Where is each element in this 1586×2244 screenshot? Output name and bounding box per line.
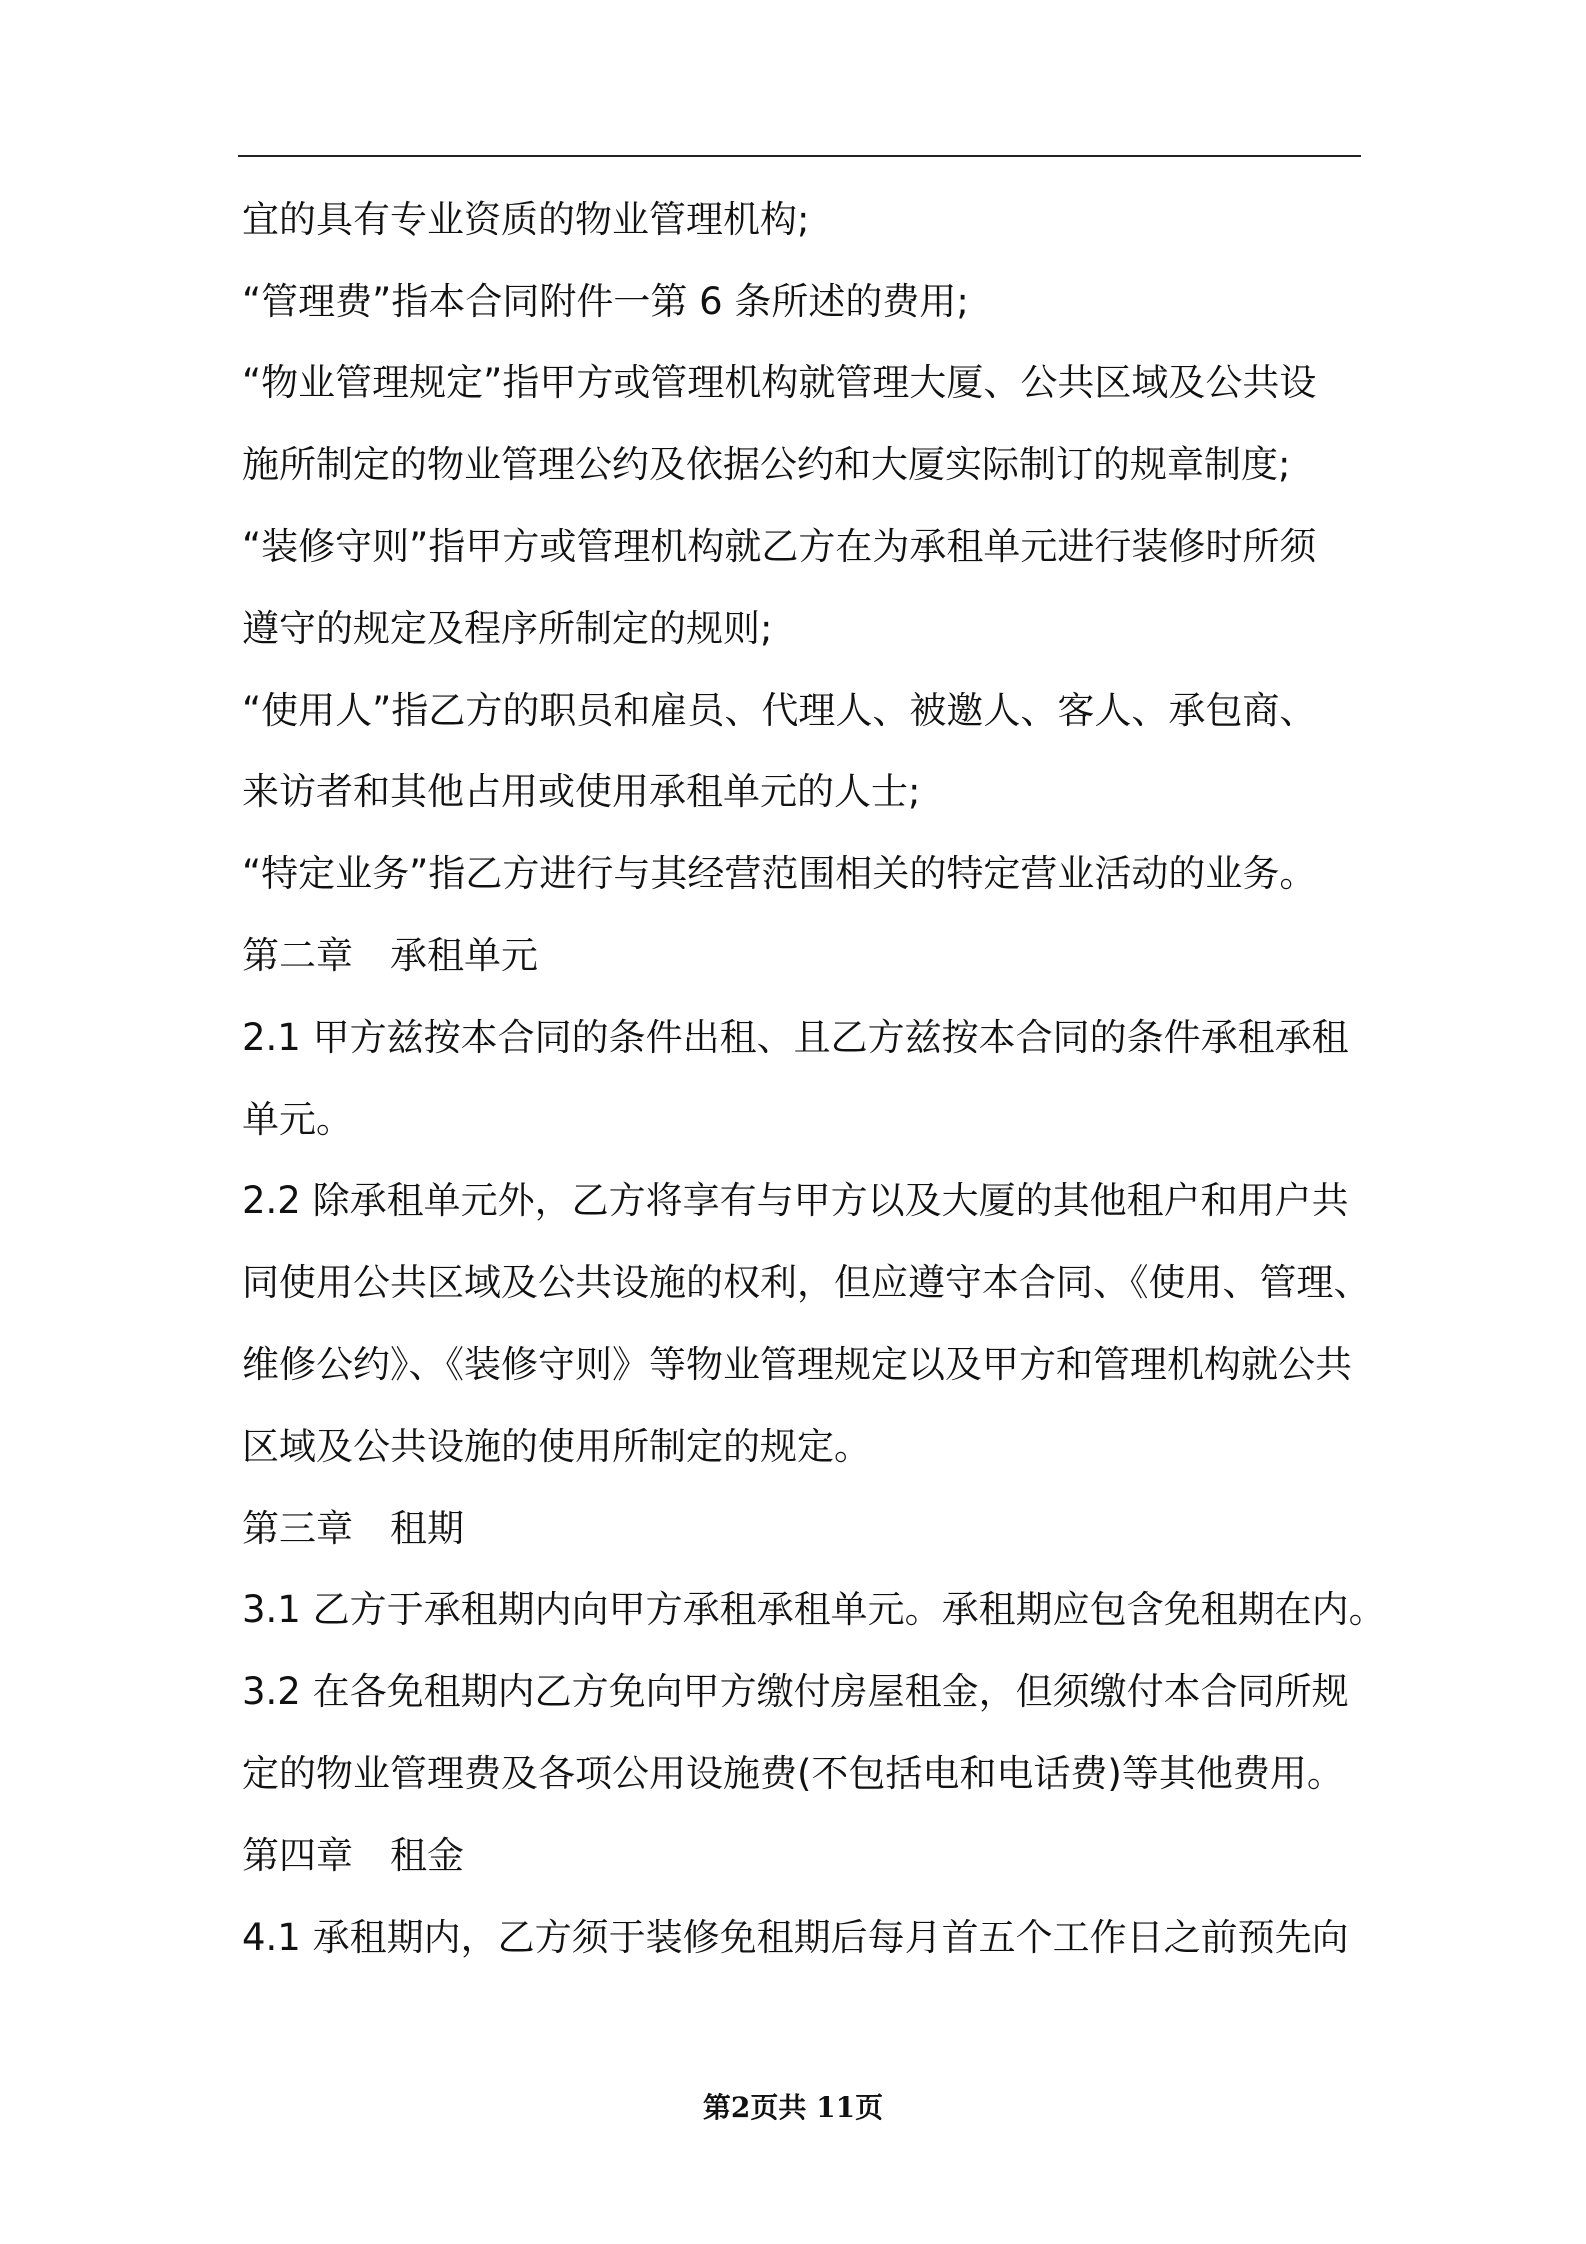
text-line: 单元。 [242, 1098, 353, 1141]
text-line: 维修公约》、《装修守则》等物业管理规定以及甲方和管理机构就公共 [242, 1343, 1352, 1386]
text-line: 同使用公共区域及公共设施的权利，但应遵守本合同、《使用、管理、 [242, 1261, 1371, 1304]
page-number: 第2页共 11页 [702, 2091, 884, 2124]
chapter-heading: 第四章 租金 [242, 1834, 464, 1877]
text-line: 区域及公共设施的使用所制定的规定。 [242, 1425, 871, 1468]
text-line: “管理费”指本合同附件一第 6 条所述的费用; [242, 280, 969, 323]
header-rule [238, 155, 1361, 157]
text-line: “特定业务”指乙方进行与其经营范围相关的特定营业活动的业务。 [242, 852, 1317, 895]
text-line: 2.1 甲方兹按本合同的条件出租、且乙方兹按本合同的条件承租承租 [242, 1016, 1349, 1059]
text-line: 定的物业管理费及各项公用设施费(不包括电和电话费)等其他费用。 [242, 1752, 1344, 1795]
text-line: 3.1 乙方于承租期内向甲方承租承租单元。承租期应包含免租期在内。 [242, 1588, 1386, 1631]
text-line: 施所制定的物业管理公约及依据公约和大厦实际制订的规章制度; [242, 443, 1291, 486]
text-line: 3.2 在各免租期内乙方免向甲方缴付房屋租金，但须缴付本合同所规 [242, 1670, 1349, 1713]
text-line: “使用人”指乙方的职员和雇员、代理人、被邀人、客人、承包商、 [242, 689, 1317, 732]
text-line: 2.2 除承租单元外，乙方将享有与甲方以及大厦的其他租户和用户共 [242, 1179, 1349, 1222]
text-line: “装修守则”指甲方或管理机构就乙方在为承租单元进行装修时所须 [242, 525, 1317, 568]
text-line: “物业管理规定”指甲方或管理机构就管理大厦、公共区域及公共设 [242, 361, 1317, 404]
text-line: 宜的具有专业资质的物业管理机构; [242, 198, 810, 241]
text-line: 遵守的规定及程序所制定的规则; [242, 607, 773, 650]
text-line: 4.1 承租期内，乙方须于装修免租期后每月首五个工作日之前预先向 [242, 1916, 1349, 1959]
chapter-heading: 第三章 租期 [242, 1507, 464, 1550]
text-line: 来访者和其他占用或使用承租单元的人士; [242, 770, 921, 813]
chapter-heading: 第二章 承租单元 [242, 934, 538, 977]
